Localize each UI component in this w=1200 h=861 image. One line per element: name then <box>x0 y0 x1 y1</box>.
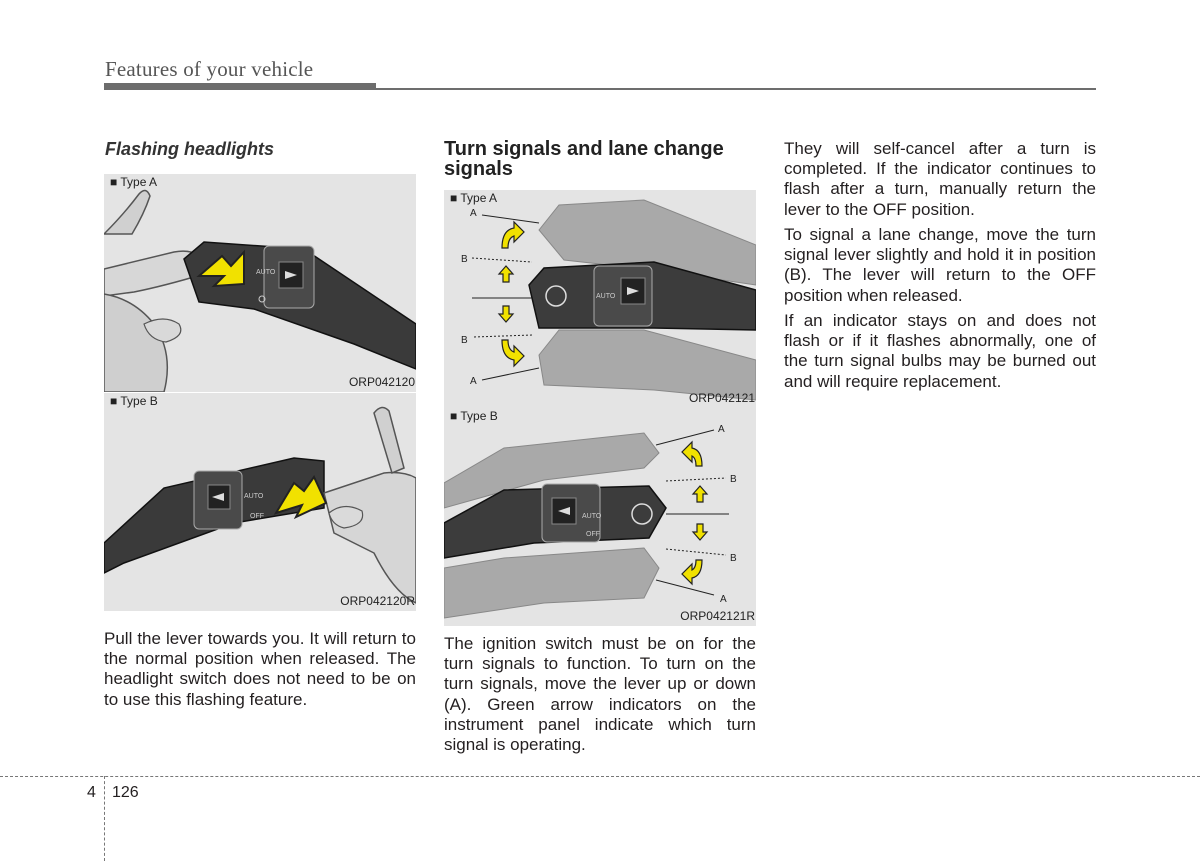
footer-vertical-rule <box>104 776 105 861</box>
flash-lever-illustration-b <box>104 393 416 611</box>
header-rule-thin <box>376 88 1096 90</box>
figure-flash-type-b <box>104 393 416 611</box>
figure-code: ORP042121 <box>688 391 755 405</box>
flashing-headlights-heading: Flashing headlights <box>105 139 275 159</box>
marker-b-bottom: B <box>461 335 468 346</box>
figure-turn-type-b <box>444 408 756 626</box>
header-rule-thick <box>104 83 376 90</box>
flashing-headlights-body: Pull the lever towards you. It will return to the normal position when released. The headlight switch does not need to be on to use this flashing feature. <box>104 629 416 709</box>
auto-label: AUTO <box>596 293 616 300</box>
marker-b-top: B <box>461 254 468 265</box>
figure-label: ■ Type A <box>450 191 498 205</box>
running-header: Features of your vehicle <box>105 57 314 81</box>
turn-signals-heading: Turn signals and lane change signals <box>444 138 724 180</box>
figure-flash-type-a <box>104 174 416 392</box>
figure-code: ORP042120R <box>340 594 415 608</box>
figure-label: ■ Type B <box>110 394 158 408</box>
auto-label: AUTO <box>244 493 264 500</box>
figure-code: ORP042120 <box>348 375 415 389</box>
right-paragraph-3: If an indicator stays on and does not flash or if it flashes abnormally, one of the turn signal bulbs may be burned out and will require replacement. <box>784 311 1096 391</box>
figure-label: ■ Type B <box>450 409 498 423</box>
flash-lever-illustration-a <box>104 174 416 392</box>
marker-a-top: A <box>470 208 477 219</box>
auto-label: AUTO <box>582 513 602 520</box>
right-paragraph-1: They will self-cancel after a turn is completed. If the indicator continues to flash after a turn, manually return the lever to the OFF position. <box>784 139 1096 219</box>
footer-dashed-rule <box>0 776 1200 777</box>
turn-lever-illustration-b <box>444 408 756 626</box>
marker-a-bottom: A <box>470 376 477 387</box>
page-number: 126 <box>112 784 139 801</box>
marker-b-bottom: B <box>730 553 737 564</box>
auto-label: AUTO <box>256 269 276 276</box>
right-paragraph-2: To signal a lane change, move the turn signal lever slightly and hold it in position (B). The lever will return to the OFF position when released. <box>784 225 1096 305</box>
marker-a-bottom: A <box>720 594 727 605</box>
figure-code: ORP042121R <box>680 609 755 623</box>
turn-signals-body: The ignition switch must be on for the turn signals to function. To turn on the turn signals, move the lever up or down (A). Green arrow indicators on the instrument panel indicate which turn signal is operating. <box>444 634 756 755</box>
off-label: OFF <box>586 531 600 538</box>
marker-b-top: B <box>730 474 737 485</box>
figure-label: ■ Type A <box>110 175 158 189</box>
turn-lever-illustration-a <box>444 190 756 408</box>
figure-turn-type-a <box>444 190 756 408</box>
section-number: 4 <box>87 784 96 801</box>
off-label: OFF <box>250 513 264 520</box>
marker-a-top: A <box>718 424 725 435</box>
